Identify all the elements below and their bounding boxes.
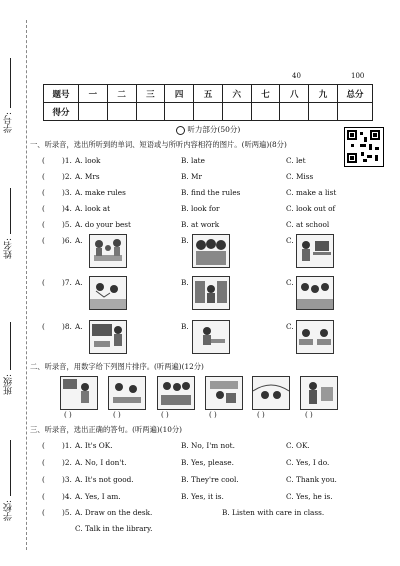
section3-title: 三、听录音，选出正确的答句。(听两遍)(10分) bbox=[30, 425, 183, 434]
option-b: B. Yes, it is. bbox=[181, 492, 224, 501]
order-picture-1 bbox=[60, 376, 98, 410]
score-header-cell: 八 bbox=[280, 85, 309, 103]
score-header-cell: 七 bbox=[251, 85, 280, 103]
option-a: A. Draw on the desk. bbox=[75, 508, 153, 517]
score-table-score-row bbox=[44, 103, 373, 121]
picture-students-desks[interactable] bbox=[296, 320, 334, 354]
answer-paren[interactable]: ( bbox=[42, 172, 45, 181]
option-a: A. It's not good. bbox=[75, 475, 134, 484]
score-header-cell: 总分 bbox=[338, 85, 373, 103]
score-input-cell[interactable] bbox=[222, 103, 251, 121]
question-number: )5. bbox=[62, 220, 72, 229]
order-answer-slot[interactable]: ( ) bbox=[305, 411, 313, 419]
option-c: C. bbox=[286, 322, 294, 331]
score-header-cell: 一 bbox=[79, 85, 108, 103]
question-number: )6. bbox=[62, 236, 72, 245]
order-answer-slot[interactable]: ( ) bbox=[209, 411, 217, 419]
answer-paren[interactable]: ( bbox=[42, 441, 45, 450]
score-input-cell[interactable] bbox=[79, 103, 108, 121]
question-number: )4. bbox=[62, 492, 72, 501]
option-a: A. Yes, I am. bbox=[75, 492, 121, 501]
section1-title: 一、听录音，选出所听到的单词、短语或与所听内容相符的图片。(听两遍)(8分) bbox=[30, 140, 287, 149]
option-a: A. do your best bbox=[75, 220, 131, 229]
side-label-name: 姓名: bbox=[4, 238, 14, 260]
order-answer-slot[interactable]: ( ) bbox=[113, 411, 121, 419]
option-c: C. bbox=[286, 236, 294, 245]
score-input-cell[interactable] bbox=[309, 103, 338, 121]
question-number: )2. bbox=[62, 172, 72, 181]
picture-kids-playing[interactable] bbox=[89, 276, 127, 310]
option-c: C. make a list bbox=[286, 188, 337, 197]
score-header-cell: 四 bbox=[165, 85, 194, 103]
option-b: B. look for bbox=[181, 204, 220, 213]
top-number-40: 40 bbox=[292, 72, 301, 80]
score-input-cell[interactable] bbox=[136, 103, 165, 121]
option-c: C. Thank you. bbox=[286, 475, 337, 484]
side-label-class: 班级: bbox=[4, 374, 14, 396]
score-header-cell: 二 bbox=[107, 85, 136, 103]
listening-part-title bbox=[176, 124, 240, 135]
option-c: C. let bbox=[286, 156, 306, 165]
option-b: B. Yes, please. bbox=[181, 458, 234, 467]
option-b: B. No, I'm not. bbox=[181, 441, 235, 450]
score-input-cell[interactable] bbox=[280, 103, 309, 121]
option-b: B. find the rules bbox=[181, 188, 241, 197]
option-a: A. bbox=[75, 278, 83, 287]
order-picture-5 bbox=[252, 376, 290, 410]
section2-title: 二、听录音，用数字给下列图片排序。(听两遍)(12分) bbox=[30, 362, 204, 371]
score-input-cell[interactable] bbox=[338, 103, 373, 121]
answer-paren[interactable]: ( bbox=[42, 278, 45, 287]
option-c: C. Talk in the library. bbox=[75, 524, 153, 533]
question-number: )8. bbox=[62, 322, 72, 331]
score-header-cell: 三 bbox=[136, 85, 165, 103]
score-header-cell: 六 bbox=[222, 85, 251, 103]
order-answer-slot[interactable]: ( ) bbox=[161, 411, 169, 419]
picture-children-outdoors[interactable] bbox=[296, 276, 334, 310]
option-c: C. bbox=[286, 278, 294, 287]
question-number: )7. bbox=[62, 278, 72, 287]
listening-part-label: 听力部分(50分) bbox=[187, 125, 241, 134]
score-row-label: 得分 bbox=[44, 103, 79, 121]
side-blank-name bbox=[10, 188, 11, 234]
option-a: A. It's OK. bbox=[75, 441, 113, 450]
option-c: C. OK. bbox=[286, 441, 310, 450]
score-header-cell: 九 bbox=[309, 85, 338, 103]
option-a: A. look bbox=[75, 156, 101, 165]
order-answer-slot[interactable]: ( ) bbox=[64, 411, 72, 419]
question-number: )3. bbox=[62, 188, 72, 197]
option-c: C. look out of bbox=[286, 204, 336, 213]
option-b: B. at work bbox=[181, 220, 220, 229]
option-b: B. They're cool. bbox=[181, 475, 239, 484]
option-a: A. No, I don't. bbox=[75, 458, 127, 467]
option-a: A. make rules bbox=[75, 188, 126, 197]
picture-children-group[interactable] bbox=[192, 234, 230, 268]
answer-paren[interactable]: ( bbox=[42, 188, 45, 197]
score-input-cell[interactable] bbox=[165, 103, 194, 121]
qr-code-icon bbox=[344, 127, 384, 167]
option-b: B. bbox=[181, 322, 189, 331]
question-number: )1. bbox=[62, 156, 72, 165]
question-number: )3. bbox=[62, 475, 72, 484]
answer-paren[interactable]: ( bbox=[42, 236, 45, 245]
headphone-icon bbox=[176, 126, 185, 135]
binding-dashed-line bbox=[26, 20, 27, 550]
option-b: B. bbox=[181, 236, 189, 245]
answer-paren[interactable]: ( bbox=[42, 508, 45, 517]
side-label-school: 学校: bbox=[4, 500, 14, 522]
option-a: A. look at bbox=[75, 204, 111, 213]
side-label-student-id: 学号: bbox=[4, 112, 14, 134]
order-picture-3 bbox=[157, 376, 195, 410]
option-a: A. bbox=[75, 322, 83, 331]
picture-family-dinner[interactable] bbox=[89, 234, 127, 268]
option-b: B. bbox=[181, 278, 189, 287]
option-b: B. Mr bbox=[181, 172, 202, 181]
order-picture-2 bbox=[108, 376, 146, 410]
score-input-cell[interactable] bbox=[107, 103, 136, 121]
score-input-cell[interactable] bbox=[194, 103, 223, 121]
answer-paren[interactable]: ( bbox=[42, 156, 45, 165]
answer-paren[interactable]: ( bbox=[42, 458, 45, 467]
score-header-cell: 题号 bbox=[44, 85, 79, 103]
score-table-header-row bbox=[44, 85, 373, 103]
picture-reading-desk[interactable] bbox=[192, 320, 230, 354]
answer-paren[interactable]: ( bbox=[42, 204, 45, 213]
picture-classroom-teacher[interactable] bbox=[89, 320, 127, 354]
picture-library-scene[interactable] bbox=[192, 276, 230, 310]
side-blank-school bbox=[10, 440, 11, 496]
picture-boy-computer[interactable] bbox=[296, 234, 334, 268]
score-table bbox=[43, 84, 373, 121]
option-b: B. Listen with care in class. bbox=[222, 508, 325, 517]
top-number-100: 100 bbox=[351, 72, 365, 80]
side-blank-class bbox=[10, 322, 11, 370]
option-a: A. Mrs bbox=[75, 172, 100, 181]
answer-paren[interactable]: ( bbox=[42, 492, 45, 501]
question-number: )4. bbox=[62, 204, 72, 213]
score-input-cell[interactable] bbox=[251, 103, 280, 121]
question-number: )1. bbox=[62, 441, 72, 450]
answer-paren[interactable]: ( bbox=[42, 475, 45, 484]
option-c: C. Yes, he is. bbox=[286, 492, 333, 501]
score-header-cell: 五 bbox=[194, 85, 223, 103]
answer-paren[interactable]: ( bbox=[42, 220, 45, 229]
order-picture-6 bbox=[300, 376, 338, 410]
option-c: C. at school bbox=[286, 220, 330, 229]
option-b: B. late bbox=[181, 156, 205, 165]
option-c: C. Miss bbox=[286, 172, 314, 181]
order-picture-4 bbox=[205, 376, 243, 410]
answer-paren[interactable]: ( bbox=[42, 322, 45, 331]
option-a: A. bbox=[75, 236, 83, 245]
question-number: )5. bbox=[62, 508, 72, 517]
question-number: )2. bbox=[62, 458, 72, 467]
option-c: C. Yes, I do. bbox=[286, 458, 330, 467]
side-blank-student-id bbox=[10, 58, 11, 108]
order-answer-slot[interactable]: ( ) bbox=[257, 411, 265, 419]
